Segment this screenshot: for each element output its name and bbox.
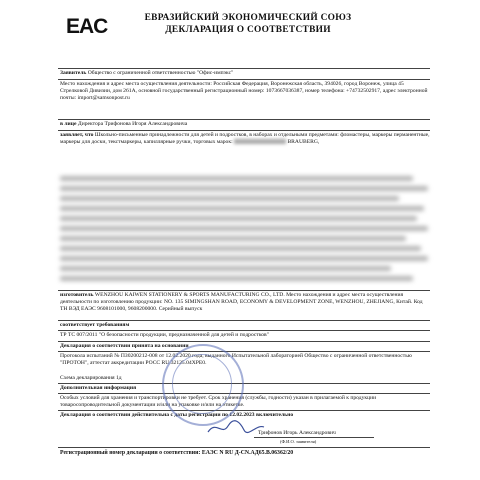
divider <box>58 351 430 352</box>
person-label: в лице <box>60 121 77 127</box>
signer-caption: (Ф.И.О. заявителя) <box>280 439 317 444</box>
scheme-text: Схема декларирования 1д <box>60 375 122 381</box>
manufacturer-label: изготовитель <box>60 292 94 298</box>
validity-date: 12.02.2023 <box>229 412 255 418</box>
title-line-union: ЕВРАЗИЙСКИЙ ЭКОНОМИЧЕСКИЙ СОЮЗ <box>144 13 352 23</box>
applicant-text: Общество с ограниченной ответственностью "Офис-импэкс" <box>87 70 234 76</box>
basis-label: Декларация о соответствии принята на основании <box>60 343 189 349</box>
divider <box>58 130 430 131</box>
basis-text: Протокола испытаний № ПЗ0200212-008 от 12.02.2020 года, выданного Испытательной лабораторией Общество с ограниченной ответственностью "ПРОТОН", аттестат аккредитации РОСС RU.32125.04ХРЕ0. <box>60 353 412 367</box>
applicant-section <box>60 70 430 77</box>
divider <box>58 341 430 342</box>
divider <box>58 320 430 321</box>
manufacturer-section <box>60 292 430 313</box>
divider <box>58 447 430 448</box>
divider <box>58 383 430 384</box>
brand-name: BRAUBERG, <box>287 139 320 146</box>
validity-suffix: включительно <box>255 412 294 418</box>
divider <box>58 393 430 394</box>
additional-text: Особых условий для хранения и транспортировки не требует. Срок хранения (службы, годности) указан в прилагаемой к продукции товаросопроводительной документации и/или на упаковке и/или на этикетке. <box>60 395 377 409</box>
divider <box>58 290 430 291</box>
registration-line <box>60 450 430 457</box>
declares-section <box>60 132 430 146</box>
person-text: Директора Трифонова Игоря Александровича <box>77 121 188 127</box>
person-section <box>60 121 430 128</box>
signature <box>206 418 266 438</box>
requirements-label: соответствует требованиям <box>60 322 130 328</box>
document-title <box>108 12 388 36</box>
signer-name: Трифонов Игорь Александрович <box>258 430 336 436</box>
validity-prefix: Декларация о соответствии действительна с даты регистрации по <box>60 412 228 418</box>
location-text: Место нахождения и адрес места осуществления деятельности: Российская Федерация, Воронежская область, 394026, город Воронеж, улица 45 Стрелковой Дивизии, дом 261А, основной государственный регистрационный номер: 1073667036387, номер телефона: +74732502917, адрес электронной почты: import@samsonpost.ru <box>60 81 428 102</box>
declaration-document <box>58 10 432 472</box>
manufacturer-codes: Код ТН ВЭД ЕАЭС 9608101000, 9608200000. Серийный выпуск <box>60 299 423 313</box>
manufacturer-text: WENZHOU KAIWEN STATIONERY & SPORTS MANUFACTURING CO., LTD. Место нахождения и адрес места осуществления деятельности по изготовлению продукции: NO. 135 SIMINGSHAN ROAD, ECONOMY & DEVELOPMENT ZONE, WENZHOU, ZHEJIANG, Китай. <box>60 292 413 306</box>
blurred-content <box>60 176 428 286</box>
divider <box>58 79 430 80</box>
additional-label: Дополнительная информация <box>60 385 137 391</box>
divider <box>58 119 430 120</box>
registration-label: Регистрационный номер декларации о соответствии: <box>60 450 201 456</box>
title-line-declaration: ДЕКЛАРАЦИЯ О СООТВЕТСТВИИ <box>165 25 331 35</box>
divider <box>58 68 430 69</box>
company-stamp <box>162 344 244 426</box>
declares-text: Школьно-письменные принадлежности для детей и подростков, в наборах и отдельными предметами: фломастеры, маркеры перманентные, маркеры для доски, текстмаркеры, капиллярные ручки, торговых марок: <box>60 132 430 146</box>
eac-logo: EAC <box>66 15 108 38</box>
divider <box>58 330 430 331</box>
applicant-label: Заявитель <box>60 70 87 76</box>
divider <box>58 410 430 411</box>
requirements-text: ТР ТС 007/2011 "О безопасности продукции, предназначенной для детей и подростков" <box>60 332 269 338</box>
declares-label: заявляет, что <box>60 132 94 138</box>
registration-number: ЕАЭС N RU Д-CN.АД65.В.06362/20 <box>201 450 294 456</box>
redacted-text <box>234 139 286 144</box>
